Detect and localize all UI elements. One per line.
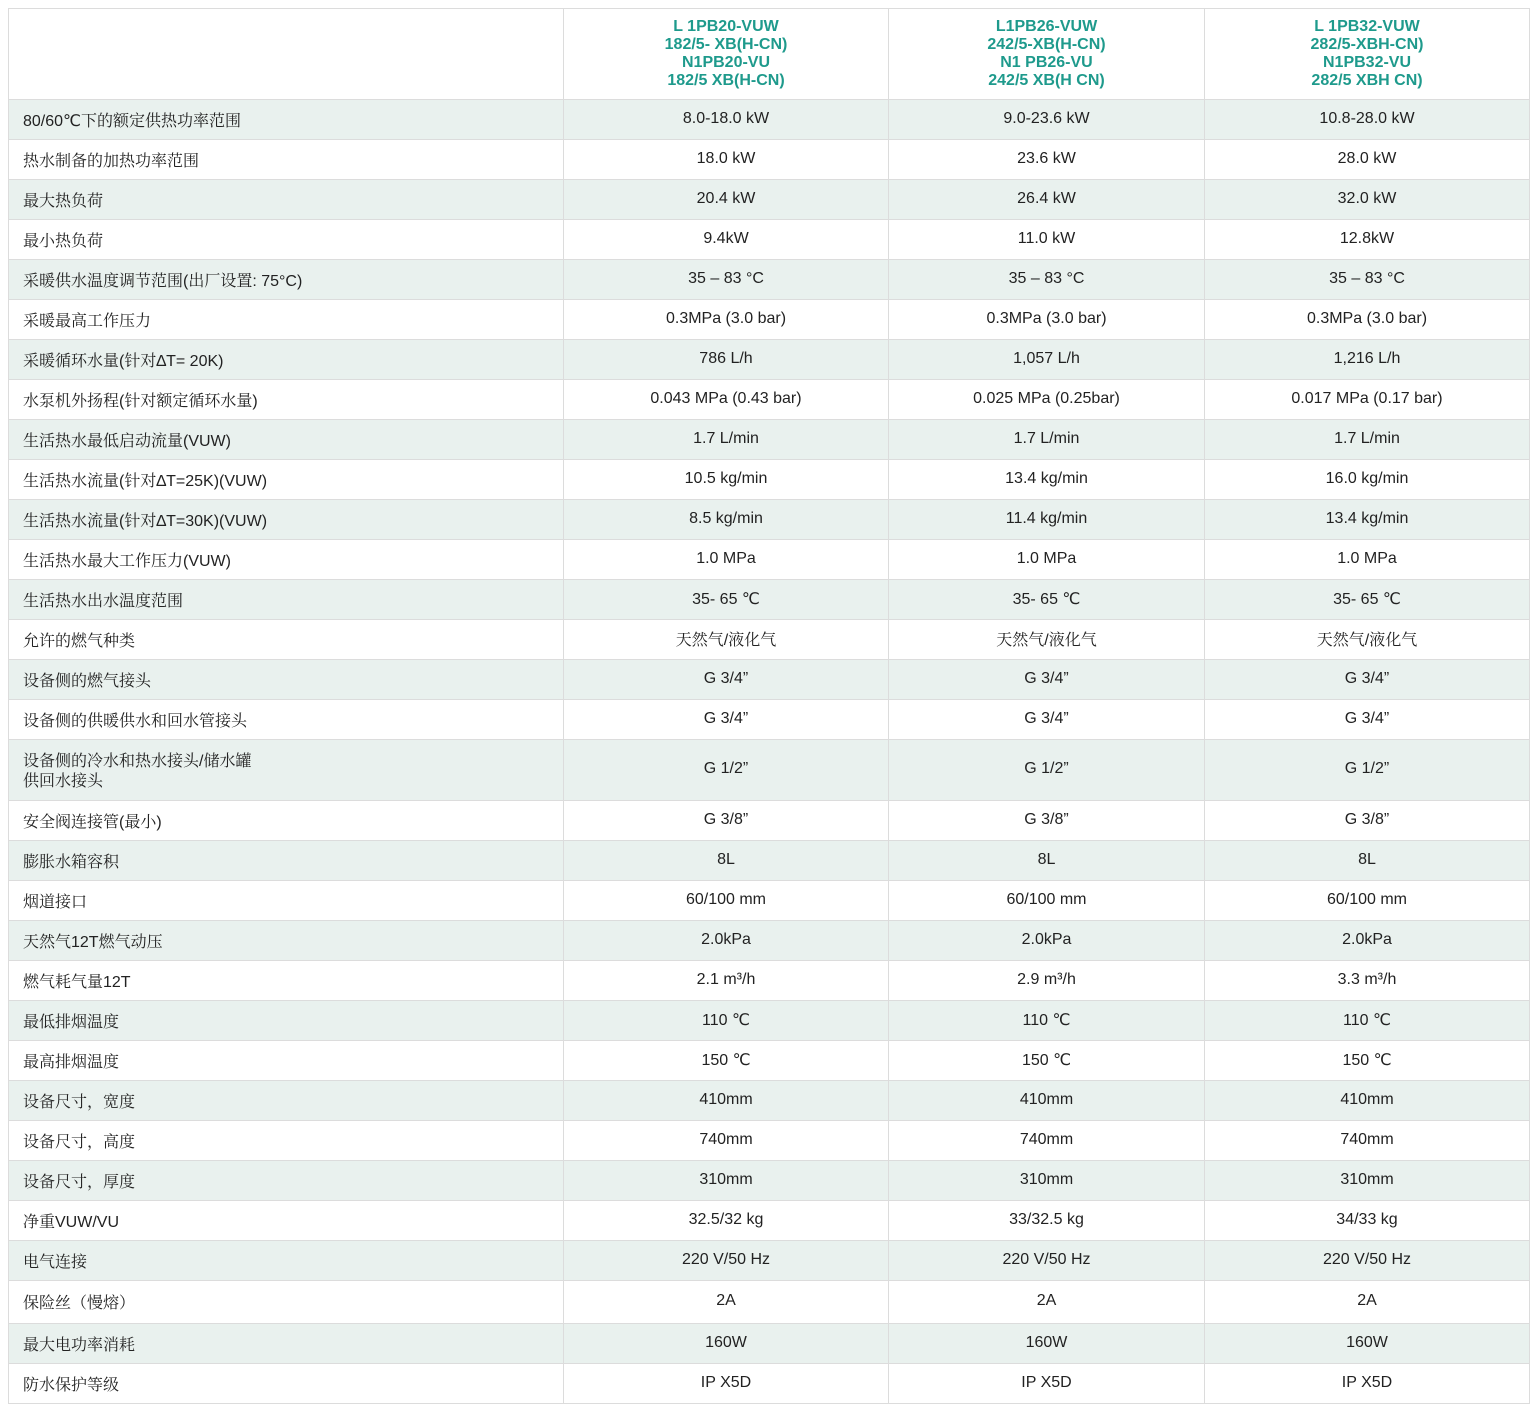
- spec-label: [9, 961, 564, 1001]
- spec-value-model-3: 35- 65 ℃: [1205, 580, 1530, 620]
- table-row: [9, 1364, 1530, 1404]
- spec-value-model-3: 410mm: [1205, 1081, 1530, 1121]
- spec-value-model-1: 8.0-18.0 kW: [564, 100, 889, 140]
- spec-table: [8, 8, 1530, 1404]
- spec-value-model-3: 1,216 L/h: [1205, 340, 1530, 380]
- spec-label-line: 生活热水最低启动流量(VUW): [23, 432, 231, 450]
- spec-label: [9, 740, 564, 801]
- spec-label: [9, 340, 564, 380]
- spec-value-model-1: 1.7 L/min: [564, 420, 889, 460]
- table-row: [9, 1241, 1530, 1281]
- table-row: [9, 881, 1530, 921]
- spec-value-model-1: 0.043 MPa (0.43 bar): [564, 380, 889, 420]
- spec-label: [9, 220, 564, 260]
- spec-value-model-1: 20.4 kW: [564, 180, 889, 220]
- spec-label: [9, 700, 564, 740]
- spec-label-line: 水泵机外扬程(针对额定循环水量): [23, 392, 258, 410]
- spec-label: [9, 1201, 564, 1241]
- spec-value-model-2: G 3/4”: [889, 700, 1205, 740]
- spec-value-model-2: 11.0 kW: [889, 220, 1205, 260]
- table-row: [9, 100, 1530, 140]
- spec-label-line: 设备尺寸，高度: [23, 1133, 136, 1151]
- spec-label: [9, 1081, 564, 1121]
- spec-value-model-2: 2.9 m³/h: [889, 961, 1205, 1001]
- table-row: [9, 140, 1530, 180]
- spec-value-model-3: 220 V/50 Hz: [1205, 1241, 1530, 1281]
- table-row: [9, 1041, 1530, 1081]
- spec-value-model-3: 1.7 L/min: [1205, 420, 1530, 460]
- spec-value-model-1: 150 ℃: [564, 1041, 889, 1081]
- spec-value-model-1: 2.0kPa: [564, 921, 889, 961]
- spec-value-model-1: 1.0 MPa: [564, 540, 889, 580]
- spec-label: [9, 881, 564, 921]
- spec-value-model-3: 2.0kPa: [1205, 921, 1530, 961]
- spec-label: [9, 660, 564, 700]
- spec-value-model-3: 0.017 MPa (0.17 bar): [1205, 380, 1530, 420]
- spec-value-model-3: 10.8-28.0 kW: [1205, 100, 1530, 140]
- spec-value-model-2: 1.0 MPa: [889, 540, 1205, 580]
- spec-value-model-3: 310mm: [1205, 1161, 1530, 1201]
- spec-value-model-3: 28.0 kW: [1205, 140, 1530, 180]
- spec-value-model-2: 410mm: [889, 1081, 1205, 1121]
- spec-value-model-2: IP X5D: [889, 1364, 1205, 1404]
- spec-label-line: 最大热负荷: [23, 192, 104, 210]
- spec-value-model-1: 10.5 kg/min: [564, 460, 889, 500]
- spec-value-model-1: 310mm: [564, 1161, 889, 1201]
- table-row: [9, 540, 1530, 580]
- spec-label: [9, 801, 564, 841]
- spec-label-line: 保险丝（慢熔）: [23, 1295, 136, 1312]
- spec-value-model-1: 天然气/液化气: [564, 620, 889, 660]
- spec-value-model-2: 0.3MPa (3.0 bar): [889, 300, 1205, 340]
- spec-label-line: 生活热水最大工作压力(VUW): [23, 552, 231, 570]
- spec-value-model-1: 8.5 kg/min: [564, 500, 889, 540]
- spec-label-line: 燃气耗气量12T: [23, 973, 131, 991]
- spec-label: [9, 380, 564, 420]
- table-row: [9, 660, 1530, 700]
- spec-label-line: 烟道接口: [23, 893, 88, 911]
- spec-value-model-3: G 1/2”: [1205, 740, 1530, 801]
- spec-value-model-3: 1.0 MPa: [1205, 540, 1530, 580]
- table-row: [9, 740, 1530, 801]
- spec-label: [9, 1041, 564, 1081]
- spec-value-model-1: 786 L/h: [564, 340, 889, 380]
- spec-value-model-1: 220 V/50 Hz: [564, 1241, 889, 1281]
- spec-value-model-1: 60/100 mm: [564, 881, 889, 921]
- header-empty-cell: [9, 9, 564, 100]
- spec-label-line: 最高排烟温度: [23, 1053, 120, 1071]
- table-row: [9, 300, 1530, 340]
- spec-value-model-1: 8L: [564, 841, 889, 881]
- spec-value-model-1: G 1/2”: [564, 740, 889, 801]
- spec-label: [9, 100, 564, 140]
- spec-value-model-1: 110 ℃: [564, 1001, 889, 1041]
- spec-value-model-3: IP X5D: [1205, 1364, 1530, 1404]
- spec-value-model-3: 12.8kW: [1205, 220, 1530, 260]
- spec-label-line: 采暖循环水量(针对∆T= 20K): [23, 352, 224, 370]
- table-row: [9, 1121, 1530, 1161]
- spec-label: [9, 260, 564, 300]
- table-row: [9, 921, 1530, 961]
- table-row: [9, 801, 1530, 841]
- table-row: [9, 1201, 1530, 1241]
- model-header-3: L 1PB32-VUW 282/5-XBH-CN) N1PB32-VU 282/5 XBH CN): [1205, 9, 1530, 100]
- spec-value-model-3: 8L: [1205, 841, 1530, 881]
- spec-label-line: 净重VUW/VU: [23, 1213, 120, 1231]
- spec-value-model-2: 11.4 kg/min: [889, 500, 1205, 540]
- spec-value-model-1: 32.5/32 kg: [564, 1201, 889, 1241]
- spec-value-model-2: 35 – 83 °C: [889, 260, 1205, 300]
- spec-label-line: 生活热水流量(针对∆T=25K)(VUW): [23, 472, 268, 490]
- table-row: [9, 1001, 1530, 1041]
- spec-value-model-1: 2A: [564, 1281, 889, 1324]
- spec-value-model-2: G 3/4”: [889, 660, 1205, 700]
- spec-value-model-2: G 1/2”: [889, 740, 1205, 801]
- spec-value-model-2: 160W: [889, 1324, 1205, 1364]
- spec-value-model-2: 0.025 MPa (0.25bar): [889, 380, 1205, 420]
- spec-value-model-3: G 3/4”: [1205, 700, 1530, 740]
- spec-label: [9, 1241, 564, 1281]
- spec-value-model-3: 3.3 m³/h: [1205, 961, 1530, 1001]
- table-row: [9, 380, 1530, 420]
- spec-value-model-1: 410mm: [564, 1081, 889, 1121]
- spec-value-model-1: 160W: [564, 1324, 889, 1364]
- table-row: [9, 340, 1530, 380]
- spec-value-model-2: 310mm: [889, 1161, 1205, 1201]
- spec-value-model-2: 2.0kPa: [889, 921, 1205, 961]
- spec-label: [9, 580, 564, 620]
- spec-value-model-2: 26.4 kW: [889, 180, 1205, 220]
- spec-label-line: 设备侧的冷水和热水接头/储水罐: [23, 753, 252, 770]
- spec-value-model-3: 740mm: [1205, 1121, 1530, 1161]
- spec-label: [9, 180, 564, 220]
- spec-label-line: 电气连接: [23, 1253, 88, 1271]
- spec-value-model-1: 740mm: [564, 1121, 889, 1161]
- spec-value-model-2: 60/100 mm: [889, 881, 1205, 921]
- table-row: [9, 580, 1530, 620]
- table-row: [9, 460, 1530, 500]
- spec-value-model-3: 2A: [1205, 1281, 1530, 1324]
- spec-value-model-3: 60/100 mm: [1205, 881, 1530, 921]
- spec-value-model-2: 1.7 L/min: [889, 420, 1205, 460]
- table-row: [9, 420, 1530, 460]
- spec-value-model-2: 1,057 L/h: [889, 340, 1205, 380]
- spec-label: [9, 1161, 564, 1201]
- spec-value-model-3: G 3/4”: [1205, 660, 1530, 700]
- spec-label: [9, 1001, 564, 1041]
- spec-label-line: 设备尺寸，宽度: [23, 1093, 136, 1111]
- spec-value-model-3: 0.3MPa (3.0 bar): [1205, 300, 1530, 340]
- spec-label-line: 允许的燃气种类: [23, 632, 136, 650]
- table-row: [9, 1281, 1530, 1324]
- spec-value-model-2: 220 V/50 Hz: [889, 1241, 1205, 1281]
- spec-value-model-2: 150 ℃: [889, 1041, 1205, 1081]
- spec-value-model-1: 2.1 m³/h: [564, 961, 889, 1001]
- table-row: [9, 1324, 1530, 1364]
- table-row: [9, 620, 1530, 660]
- spec-value-model-2: 13.4 kg/min: [889, 460, 1205, 500]
- spec-value-model-2: 23.6 kW: [889, 140, 1205, 180]
- spec-label-line: 设备侧的燃气接头: [23, 672, 152, 690]
- spec-value-model-1: G 3/4”: [564, 700, 889, 740]
- spec-label-line: 天然气12T燃气动压: [23, 933, 163, 951]
- spec-label-line: 防水保护等级: [23, 1376, 120, 1394]
- spec-label: [9, 620, 564, 660]
- spec-value-model-3: 32.0 kW: [1205, 180, 1530, 220]
- spec-label-line: 最大电功率消耗: [23, 1336, 136, 1354]
- table-row: [9, 260, 1530, 300]
- spec-value-model-2: 2A: [889, 1281, 1205, 1324]
- spec-value-model-2: 33/32.5 kg: [889, 1201, 1205, 1241]
- spec-value-model-2: G 3/8”: [889, 801, 1205, 841]
- spec-label-line: 80/60℃下的额定供热功率范围: [23, 112, 242, 130]
- table-row: [9, 841, 1530, 881]
- table-row: [9, 961, 1530, 1001]
- spec-label-line: 供回水接头: [23, 773, 104, 790]
- spec-value-model-1: 35- 65 ℃: [564, 580, 889, 620]
- model-header-2: L1PB26-VUW 242/5-XB(H-CN) N1 PB26-VU 242/5 XB(H CN): [889, 9, 1205, 100]
- table-row: [9, 700, 1530, 740]
- spec-value-model-2: 35- 65 ℃: [889, 580, 1205, 620]
- spec-value-model-1: G 3/8”: [564, 801, 889, 841]
- model-header-1: L 1PB20-VUW 182/5- XB(H-CN) N1PB20-VU 182/5 XB(H-CN): [564, 9, 889, 100]
- spec-value-model-3: 34/33 kg: [1205, 1201, 1530, 1241]
- spec-label-line: 生活热水出水温度范围: [23, 592, 184, 610]
- spec-value-model-2: 天然气/液化气: [889, 620, 1205, 660]
- spec-label: [9, 300, 564, 340]
- spec-label-line: 膨胀水箱容积: [23, 853, 120, 871]
- header-row: [9, 9, 1530, 100]
- table-row: [9, 220, 1530, 260]
- spec-value-model-3: G 3/8”: [1205, 801, 1530, 841]
- spec-value-model-1: IP X5D: [564, 1364, 889, 1404]
- table-row: [9, 500, 1530, 540]
- spec-label: [9, 841, 564, 881]
- spec-value-model-2: 8L: [889, 841, 1205, 881]
- spec-label-line: 采暖供水温度调节范围(出厂设置: 75°C): [23, 272, 303, 290]
- spec-label-line: 热水制备的加热功率范围: [23, 152, 200, 170]
- spec-label: [9, 460, 564, 500]
- spec-value-model-2: 740mm: [889, 1121, 1205, 1161]
- spec-label: [9, 1121, 564, 1161]
- spec-value-model-1: 9.4kW: [564, 220, 889, 260]
- spec-value-model-3: 110 ℃: [1205, 1001, 1530, 1041]
- spec-value-model-1: G 3/4”: [564, 660, 889, 700]
- spec-value-model-3: 天然气/液化气: [1205, 620, 1530, 660]
- spec-value-model-1: 18.0 kW: [564, 140, 889, 180]
- table-row: [9, 1161, 1530, 1201]
- spec-label-line: 设备侧的供暖供水和回水管接头: [23, 712, 248, 730]
- spec-label-line: 生活热水流量(针对∆T=30K)(VUW): [23, 512, 268, 530]
- spec-value-model-2: 110 ℃: [889, 1001, 1205, 1041]
- spec-value-model-3: 35 – 83 °C: [1205, 260, 1530, 300]
- spec-label: [9, 921, 564, 961]
- spec-label-line: 设备尺寸，厚度: [23, 1173, 136, 1191]
- spec-label-line: 采暖最高工作压力: [23, 312, 152, 330]
- spec-label: [9, 1281, 564, 1324]
- spec-label-line: 最低排烟温度: [23, 1013, 120, 1031]
- spec-body: [9, 100, 1530, 1404]
- spec-label: [9, 500, 564, 540]
- spec-label: [9, 1364, 564, 1404]
- spec-label: [9, 1324, 564, 1364]
- spec-label: [9, 540, 564, 580]
- spec-value-model-1: 0.3MPa (3.0 bar): [564, 300, 889, 340]
- spec-label: [9, 420, 564, 460]
- spec-value-model-3: 16.0 kg/min: [1205, 460, 1530, 500]
- spec-label-line: 最小热负荷: [23, 232, 104, 250]
- table-row: [9, 1081, 1530, 1121]
- spec-label-line: 安全阀连接管(最小): [23, 813, 162, 831]
- spec-label: [9, 140, 564, 180]
- spec-value-model-3: 13.4 kg/min: [1205, 500, 1530, 540]
- spec-value-model-2: 9.0-23.6 kW: [889, 100, 1205, 140]
- spec-value-model-3: 160W: [1205, 1324, 1530, 1364]
- spec-value-model-3: 150 ℃: [1205, 1041, 1530, 1081]
- spec-value-model-1: 35 – 83 °C: [564, 260, 889, 300]
- table-row: [9, 180, 1530, 220]
